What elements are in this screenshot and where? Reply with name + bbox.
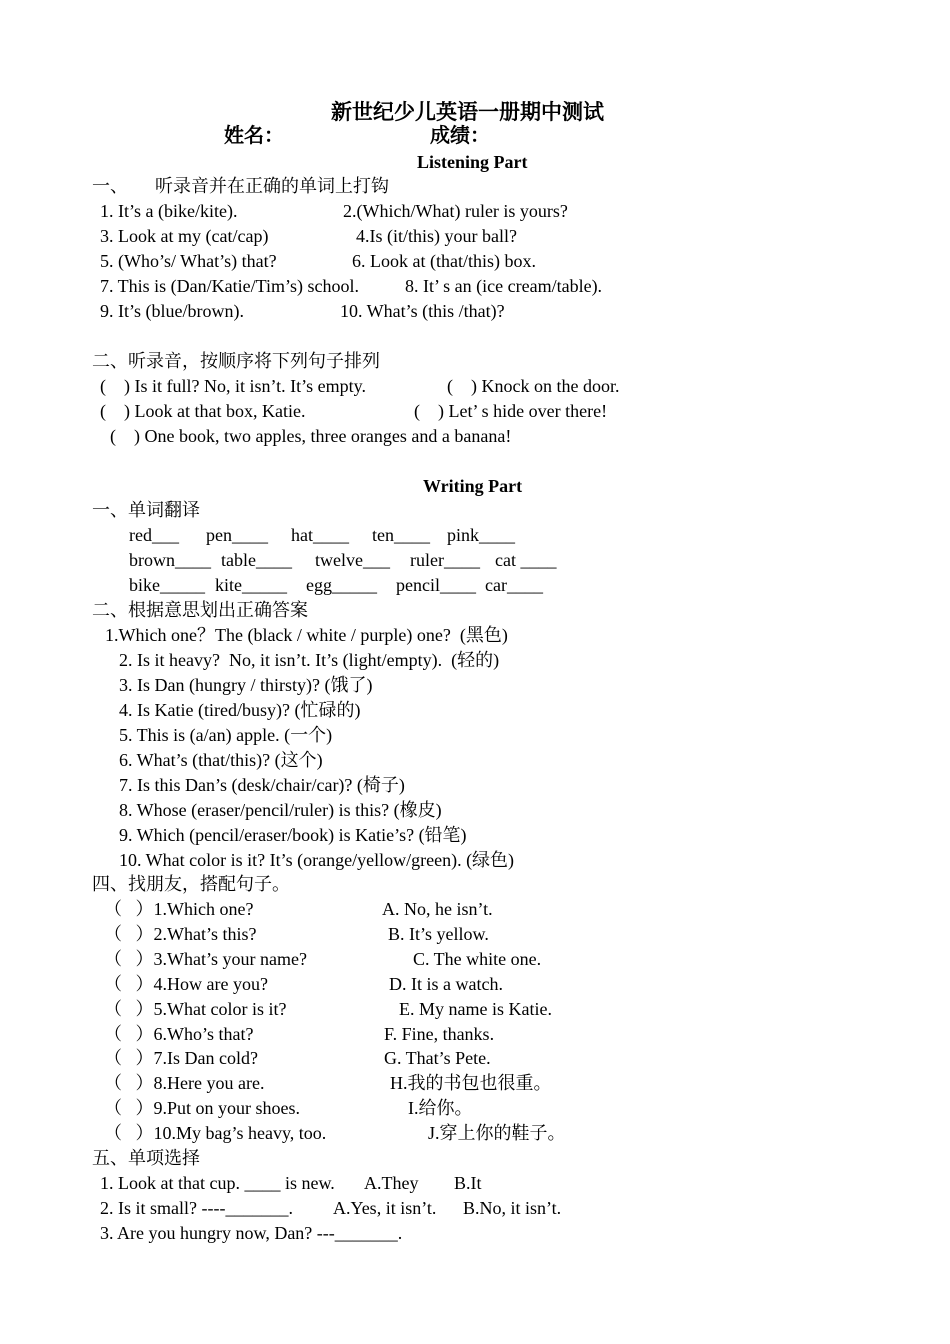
match-question: （ ）7.Is Dan cold? xyxy=(104,1048,258,1068)
word-item: twelve___ xyxy=(315,550,390,570)
ordering-item: ( ) Let’ s hide over there! xyxy=(414,401,608,421)
score-label: 成绩： xyxy=(430,125,490,147)
choice-option: A.Yes, it isn’t. xyxy=(333,1198,437,1218)
question-item: 5. This is (a/an) apple. (一个) xyxy=(119,725,333,745)
match-answer: F. Fine, thanks. xyxy=(384,1024,495,1044)
question-item: 3. Look at my (cat/cap) xyxy=(100,226,269,246)
question-item: 7. Is this Dan’s (desk/chair/car)? (椅子) xyxy=(119,775,405,795)
choice-option: B.It xyxy=(454,1173,482,1193)
word-item: ten____ xyxy=(372,525,430,545)
question-item: 8. Whose (eraser/pencil/ruler) is this? (橡皮) xyxy=(119,800,442,820)
question-item: 1. It’s a (bike/kite). xyxy=(100,201,238,221)
word-item: brown____ xyxy=(129,550,211,570)
question-item: 9. Which (pencil/eraser/book) is Katie’s? (铅笔) xyxy=(119,825,467,845)
question-item: 3. Is Dan (hungry / thirsty)? (饿了) xyxy=(119,675,373,695)
match-answer: J.穿上你的鞋子。 xyxy=(428,1123,566,1143)
question-item: 6. Look at (that/this) box. xyxy=(352,251,536,271)
match-answer: I.给你。 xyxy=(408,1098,473,1118)
choice-question: 2. Is it small? ----_______. xyxy=(100,1198,293,1218)
choice-option: B.No, it isn’t. xyxy=(463,1198,562,1218)
match-answer: G. That’s Pete. xyxy=(384,1048,491,1068)
question-item: 9. It’s (blue/brown). xyxy=(100,301,244,321)
word-item: pen____ xyxy=(206,525,268,545)
match-question: （ ）2.What’s this? xyxy=(104,924,257,944)
writing-section-1-title: 一、单词翻译 xyxy=(92,500,200,520)
match-question: （ ）5.What color is it? xyxy=(104,999,287,1019)
question-item: 10. What’s (this /that)? xyxy=(340,301,505,321)
choice-option: A.They xyxy=(364,1173,419,1193)
word-item: egg_____ xyxy=(306,575,377,595)
question-item: 2.(Which/What) ruler is yours? xyxy=(343,201,568,221)
match-question: （ ）6.Who’s that? xyxy=(104,1024,254,1044)
question-item: 4.Is (it/this) your ball? xyxy=(356,226,517,246)
word-item: ruler____ xyxy=(410,550,480,570)
match-answer: E. My name is Katie. xyxy=(399,999,552,1019)
match-answer: H.我的书包也很重。 xyxy=(390,1073,552,1093)
question-item: 7. This is (Dan/Katie/Tim’s) school. xyxy=(100,276,360,296)
question-item: 6. What’s (that/this)? (这个) xyxy=(119,750,323,770)
ordering-item: ( ) Look at that box, Katie. xyxy=(100,401,306,421)
word-item: hat____ xyxy=(291,525,349,545)
writing-section-4-title: 四、找朋友，搭配句子。 xyxy=(92,874,290,894)
writing-section-5-title: 五、单项选择 xyxy=(92,1148,200,1168)
name-label: 姓名： xyxy=(224,125,284,147)
question-item: 5. (Who’s/ What’s) that? xyxy=(100,251,277,271)
question-item: 4. Is Katie (tired/busy)? (忙碌的) xyxy=(119,700,361,720)
choice-question: 3. Are you hungry now, Dan? ---_______. xyxy=(100,1223,403,1243)
word-item: pencil____ xyxy=(396,575,476,595)
question-item: 10. What color is it? It’s (orange/yellow/green). (绿色) xyxy=(119,850,515,870)
ordering-item: ( ) Knock on the door. xyxy=(447,376,620,396)
word-item: cat ____ xyxy=(495,550,557,570)
match-question: （ ）4.How are you? xyxy=(104,974,268,994)
match-question: （ ）3.What’s your name? xyxy=(104,949,307,969)
word-item: bike_____ xyxy=(129,575,205,595)
listening-section-1-title: 一、 听录音并在正确的单词上打钩 xyxy=(92,176,389,196)
page-title: 新世纪少儿英语一册期中测试 xyxy=(331,100,604,124)
writing-section-2-title: 二、根据意思划出正确答案 xyxy=(92,600,308,620)
match-question: （ ）8.Here you are. xyxy=(104,1073,265,1093)
question-item: 8. It’ s an (ice cream/table). xyxy=(405,276,603,296)
match-question: （ ）10.My bag’s heavy, too. xyxy=(104,1123,327,1143)
word-item: car____ xyxy=(485,575,543,595)
word-item: table____ xyxy=(221,550,292,570)
match-answer: D. It is a watch. xyxy=(389,974,503,994)
match-question: （ ）1.Which one? xyxy=(104,899,254,919)
ordering-item: ( ) One book, two apples, three oranges and a banana! xyxy=(110,426,512,446)
question-item: 1.Which one？The (black / white / purple) one? (黑色) xyxy=(105,625,508,645)
listening-section-2-title: 二、听录音，按顺序将下列句子排列 xyxy=(92,351,380,371)
word-item: pink____ xyxy=(447,525,516,545)
writing-heading: Writing Part xyxy=(423,476,523,496)
listening-heading: Listening Part xyxy=(417,152,528,172)
choice-question: 1. Look at that cup. ____ is new. xyxy=(100,1173,335,1193)
match-answer: C. The white one. xyxy=(413,949,542,969)
word-item: red___ xyxy=(129,525,179,545)
ordering-item: ( ) Is it full? No, it isn’t. It’s empty. xyxy=(100,376,366,396)
match-answer: B. It’s yellow. xyxy=(388,924,489,944)
match-answer: A. No, he isn’t. xyxy=(382,899,493,919)
word-item: kite_____ xyxy=(215,575,287,595)
match-question: （ ）9.Put on your shoes. xyxy=(104,1098,301,1118)
question-item: 2. Is it heavy? No, it isn’t. It’s (light/empty). (轻的) xyxy=(119,650,500,670)
